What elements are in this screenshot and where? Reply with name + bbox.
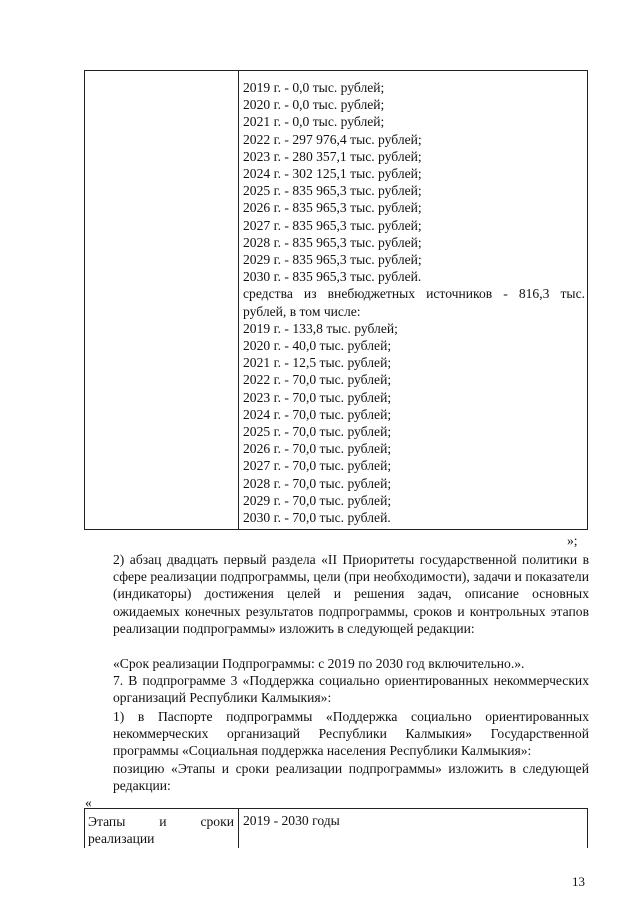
- financing-table: [84, 70, 588, 530]
- label-word: сроки: [200, 814, 234, 829]
- budget-line: 2019 г. - 0,0 тыс. рублей;: [243, 80, 385, 95]
- extra-budget-intro: средства из внебюджетных источников - 816,3 тыс. рублей, в том числе:: [243, 286, 585, 319]
- extra-line: 2019 г. - 133,8 тыс. рублей;: [243, 320, 398, 336]
- extra-line: 2026 г. - 70,0 тыс. рублей;: [243, 441, 392, 457]
- stages-value-cell: 2019 - 2030 годы: [243, 813, 340, 828]
- stages-table: [84, 808, 588, 848]
- budget-line: 2020 г. - 0,0 тыс. рублей;: [243, 97, 385, 113]
- budget-line: 2024 г. - 302 125,1 тыс. рублей;: [243, 166, 422, 182]
- paragraph-abzac: [85, 551, 589, 637]
- paragraph-subprogram-3: [85, 672, 589, 706]
- extra-line: 2025 г. - 70,0 тыс. рублей;: [243, 424, 392, 440]
- budget-line: 2023 г. - 280 357,1 тыс. рублей;: [243, 148, 422, 164]
- paragraph-text: 2) абзац двадцать первый раздела «II Приоритеты государственной политики в сфере реализации подпрограммы, цели (при необходимости), задачи и показатели (индикаторы) достижения целей и решения задач, описание основных ожидаемых конечных результатов подпрограммы, сроков и контрольных этапов реализации подпрограммы» изложить в следующей редакции:: [113, 552, 589, 636]
- budget-line: 2029 г. - 835 965,3 тыс. рублей;: [243, 252, 422, 268]
- paragraph-position: [85, 760, 589, 794]
- extra-line: 2024 г. - 70,0 тыс. рублей;: [243, 406, 392, 422]
- budget-line: 2027 г. - 835 965,3 тыс. рублей;: [243, 217, 422, 233]
- table-column-divider: [238, 809, 239, 848]
- paragraph-passport: [85, 708, 589, 760]
- budget-line: 2025 г. - 835 965,3 тыс. рублей;: [243, 183, 422, 199]
- paragraph-text: «Срок реализации Подпрограммы: с 2019 по 2030 год включительно.».: [113, 656, 525, 671]
- label-word: и: [159, 814, 167, 829]
- extra-line: 2027 г. - 70,0 тыс. рублей;: [243, 458, 392, 474]
- extra-line: 2029 г. - 70,0 тыс. рублей;: [243, 492, 392, 508]
- page-number: 13: [572, 874, 585, 889]
- budget-line: 2022 г. - 297 976,4 тыс. рублей;: [243, 131, 422, 147]
- closing-quote: »;: [567, 533, 578, 548]
- extra-line: 2023 г. - 70,0 тыс. рублей;: [243, 389, 392, 405]
- budget-line: 2028 г. - 835 965,3 тыс. рублей;: [243, 234, 422, 250]
- extra-line: 2021 г. - 12,5 тыс. рублей;: [243, 355, 392, 371]
- stages-label-cell: [88, 813, 234, 847]
- paragraph-text: 1) в Паспорте подпрограммы «Поддержка социально ориентированных некоммерческих организаций Республики Калмыкия» Государственной программы «Социальная поддержка населения Республики Калмыкия»:: [113, 709, 589, 759]
- extra-line: 2022 г. - 70,0 тыс. рублей;: [243, 372, 392, 388]
- paragraph-text: 7. В подпрограмме 3 «Поддержка социально ориентированных некоммерческих организаций Республики Калмыкия»:: [113, 673, 589, 706]
- budget-line: 2026 г. - 835 965,3 тыс. рублей;: [243, 200, 422, 216]
- budget-line: 2030 г. - 835 965,3 тыс. рублей.: [243, 269, 422, 285]
- extra-line: 2020 г. - 40,0 тыс. рублей;: [243, 338, 392, 354]
- extra-line: 2028 г. - 70,0 тыс. рублей;: [243, 475, 392, 491]
- opening-quote: «: [85, 795, 92, 810]
- paragraph-text: позицию «Этапы и сроки реализации подпрограммы» изложить в следующей редакции:: [113, 761, 589, 794]
- paragraph-quote: [85, 655, 589, 672]
- extra-line: 2030 г. - 70,0 тыс. рублей.: [243, 510, 391, 526]
- label-word: Этапы: [88, 814, 126, 829]
- table-column-divider: [238, 71, 239, 529]
- budget-line: 2021 г. - 0,0 тыс. рублей;: [243, 114, 385, 130]
- financing-cell: [243, 79, 585, 526]
- label-word: реализации: [88, 831, 155, 847]
